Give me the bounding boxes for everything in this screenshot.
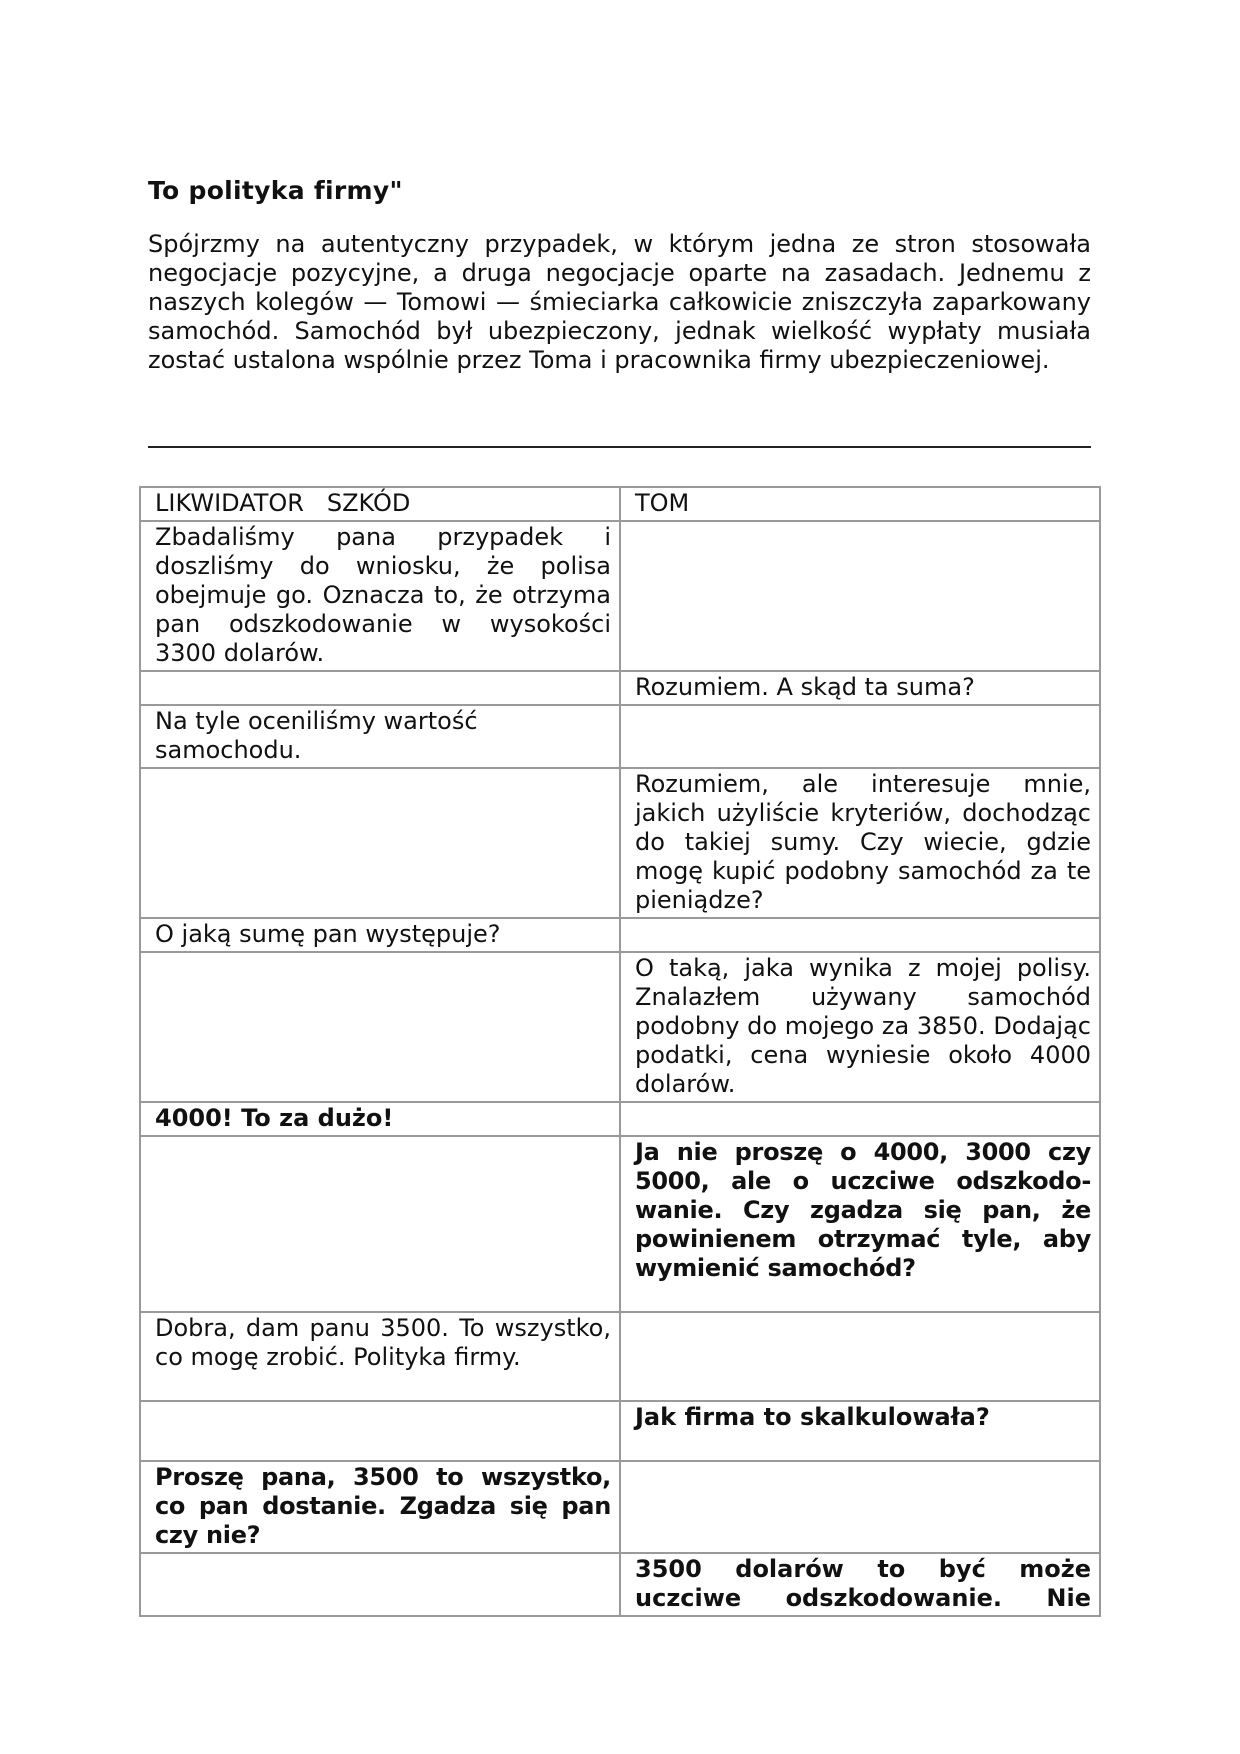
table-row (140, 1401, 1100, 1461)
table-row (140, 1461, 1100, 1553)
adjuster-line (140, 768, 620, 918)
table-row (140, 1312, 1100, 1401)
tom-line (620, 1461, 1100, 1553)
table-row (140, 1102, 1100, 1136)
tom-line (620, 521, 1100, 671)
tom-line (620, 1102, 1100, 1136)
dialogue-table (139, 486, 1101, 1617)
tom-line (620, 918, 1100, 952)
table-row (140, 768, 1100, 918)
document-title: To polityka firmy" (148, 176, 403, 205)
table-row (140, 521, 1100, 671)
adjuster-line (140, 1553, 620, 1616)
table-row (140, 671, 1100, 705)
adjuster-line: Proszę pana, 3500 to wszystko, co pan dostanie. Zgadza się pan czy nie? (140, 1461, 620, 1553)
table-header-row (140, 487, 1100, 521)
adjuster-line: 4000! To za dużo! (140, 1102, 620, 1136)
adjuster-line: O jaką sumę pan występuje? (140, 918, 620, 952)
tom-line: Rozumiem, ale interesuje mnie, jakich użyliście kryteriów, dochodząc do takiej sumy. Czy wiecie, gdzie mogę kupić podobny samochód za te pieniądze? (620, 768, 1100, 918)
table-row (140, 705, 1100, 768)
table-row (140, 918, 1100, 952)
tom-line: Rozumiem. A skąd ta suma? (620, 671, 1100, 705)
tom-line: Ja nie proszę o 4000, 3000 czy 5000, ale o uczciwe odszkodo-wanie. Czy zgadza się pan, że powinienem otrzymać tyle, aby wymienić samochód? (620, 1136, 1100, 1312)
tom-line: O taką, jaka wynika z mojej polisy. Znalazłem używany samochód podobny do mojego za 3850. Dodając podatki, cena wyniesie około 4000 dolarów. (620, 952, 1100, 1102)
table-row (140, 952, 1100, 1102)
header-tom: TOM (620, 487, 1100, 521)
table-row (140, 1136, 1100, 1312)
tom-line (620, 1312, 1100, 1401)
table-row (140, 1553, 1100, 1616)
adjuster-line (140, 1401, 620, 1461)
adjuster-line (140, 952, 620, 1102)
tom-line: Jak firma to skalkulowała? (620, 1401, 1100, 1461)
adjuster-line: Dobra, dam panu 3500. To wszystko, co mogę zrobić. Polityka firmy. (140, 1312, 620, 1401)
adjuster-line (140, 671, 620, 705)
adjuster-line (140, 1136, 620, 1312)
adjuster-line: Zbadaliśmy pana przypadek i doszliśmy do wniosku, że polisa obejmuje go. Oznacza to, że otrzyma pan odszkodowanie w wysokości 3300 dolarów. (140, 521, 620, 671)
tom-line: 3500 dolarów to być może uczciwe odszkodowanie. Nie (620, 1553, 1100, 1616)
adjuster-line: Na tyle oceniliśmy wartość samochodu. (140, 705, 620, 768)
intro-paragraph: Spójrzmy na autentyczny przypadek, w którym jedna ze stron stosowała negocjacje pozycyjne, a druga negocjacje oparte na zasadach. Jednemu z naszych kolegów — Tomowi — śmieciarka całkowicie zniszczyła zaparkowany samochód. Samochód był ubezpieczony, jednak wielkość wypłaty musiała zostać ustalona wspólnie przez Toma i pracownika firmy ubezpieczeniowej. (148, 230, 1091, 374)
tom-line (620, 705, 1100, 768)
horizontal-rule (148, 446, 1091, 448)
header-adjuster: LIKWIDATOR SZKÓD (140, 487, 620, 521)
